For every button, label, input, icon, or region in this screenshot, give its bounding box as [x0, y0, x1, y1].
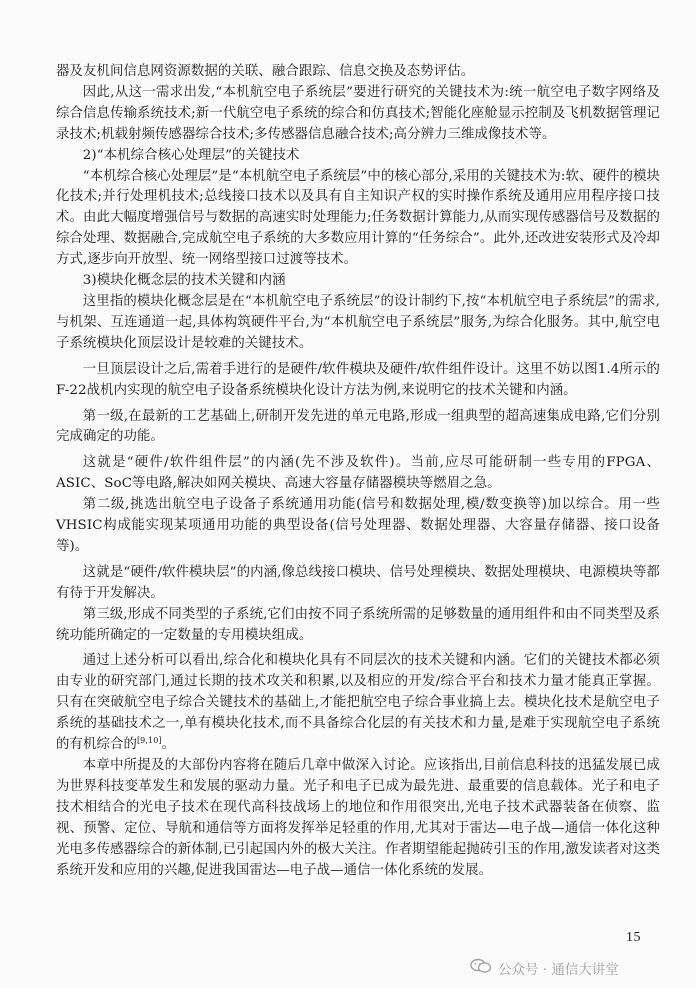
paragraph: 这就是“硬件/软件模块层”的内涵,像总线接口模块、信号处理模块、数据处理模块、电源模块等都有待于开发解决。 — [56, 564, 660, 601]
paragraph-text: 通过上述分析可以看出,综合化和模块化具有不同层次的技术关键和内涵。它们的关键技术都必须由专业的研究部门,通过长期的技术攻关和积累,以及相应的开发/综合平台和技术力量才能真正掌握。只有在突破航空电子综合关键技术的基础上,才能把航空电子综合事业搞上去。模块化技术是航空电子系统的基础技术之一,单有模块化技术,而不具备综合化层的有关技术和力量,是难于实现航空电子系统的有机综合的 — [56, 653, 660, 753]
paragraph: 一旦顶层设计之后,需着手进行的是硬件/软件模块及硬件/软件组件设计。这里不妨以图1.4所示的F-22战机内实现的航空电子设备系统模块化设计方法为例,来说明它的技术关键和内涵。 — [56, 361, 660, 398]
paragraph — [56, 651, 660, 756]
page-number: 15 — [626, 930, 641, 945]
paragraph: 第二级,挑选出航空电子设备子系统通用功能(信号和数据处理,模/数变换等)加以综合。用一些VHSIC构成能实现某项通用功能的典型设备(信号处理器、数据处理器、大容量存储器、接口设备等)。 — [56, 497, 660, 554]
paragraph: 因此,从这一需求出发,“本机航空电子系统层”要进行研究的关键技术为:统一航空电子数字网络及综合信息传输系统技术;新一代航空电子系统的综合和仿真技术;智能化座舱显示控制及飞机数据管理记录技术;机载射频传感器综合技术;多传感器信息融合技术;高分辨力三维成像技术等。 — [56, 84, 660, 142]
watermark-text: 公众号 · 通信大讲堂 — [498, 962, 619, 978]
paragraph: 这就是“硬件/软件组件层”的内涵(先不涉及软件)。当前,应尽可能研制一些专用的FPGA、ASIC、SoC等电路,解决如网关模块、高速大容量存储器模块等燃眉之急。 — [56, 455, 660, 492]
paragraph: 本章中所提及的大部份内容将在随后几章中做深入讨论。应该指出,目前信息科技的迅猛发展已成为世界科技变革发生和发展的驱动力量。光子和电子已成为最先进、最重要的信息载体。光子和电子技术相结合的光电子技术在现代高科技战场上的地位和作用很突出,光电子技术武器装备在侦察、监视、预警、定位、导航和通信等方面将发挥举足轻重的作用,尤其对于雷达—电子战—通信一体化这种光电多传感器综合的新体制,已引起国内外的极大关注。作者期望能起抛砖引玉的作用,激发读者对这类系统开发和应用的兴趣,促进我国雷达—电子战—通信一体化系统的发展。 — [56, 758, 660, 878]
paragraph: 第一级,在最新的工艺基础上,研制开发先进的单元电路,形成一组典型的超高速集成电路,它们分别完成确定的功能。 — [56, 408, 660, 445]
section-heading: 3)模块化概念层的技术关键和内涵 — [82, 273, 286, 289]
body-text — [56, 62, 660, 881]
citation: [9,10] — [136, 736, 162, 746]
wechat-icon — [470, 958, 492, 978]
paragraph: “本机综合核心处理层”是“本机航空电子系统层”中的核心部分,采用的关键技术为:软、硬件的模块化技术;并行处理机技术;总线接口技术以及具有自主知识产权的实时操作系统及通用应用程序接口技术。由此大幅度增强信号与数据的高速实时处理能力;任务数据计算能力,从而实现传感器信号及数据的综合处理、数据融合,完成航空电子系统的大多数应用计算的“任务综合”。此外,还改进安装形式及冷却方式,逐步向开放型、统一网络型接口过渡等技术。 — [56, 168, 660, 268]
paragraph: 器及友机间信息网资源数据的关联、融合跟踪、信息交换及态势评估。 — [56, 64, 475, 79]
watermark — [470, 958, 619, 978]
section-heading: 2)“本机综合核心处理层”的关键技术 — [82, 147, 300, 163]
paragraph-tail: 。 — [161, 737, 176, 753]
paragraph: 这里指的模块化概念层是在“本机航空电子系统层”的设计制约下,按“本机航空电子系统层”的需求,与机架、互连通道一起,具体构筑硬件平台,为“本机航空电子系统层”服务,为综合化服务。其中,航空电子系统模块化顶层设计是较难的关键技术。 — [56, 293, 660, 351]
paragraph: 第三级,形成不同类型的子系统,它们由按不同子系统所需的足够数量的通用组件和由不同类型及系统功能所确定的一定数量的专用模块组成。 — [56, 606, 660, 643]
